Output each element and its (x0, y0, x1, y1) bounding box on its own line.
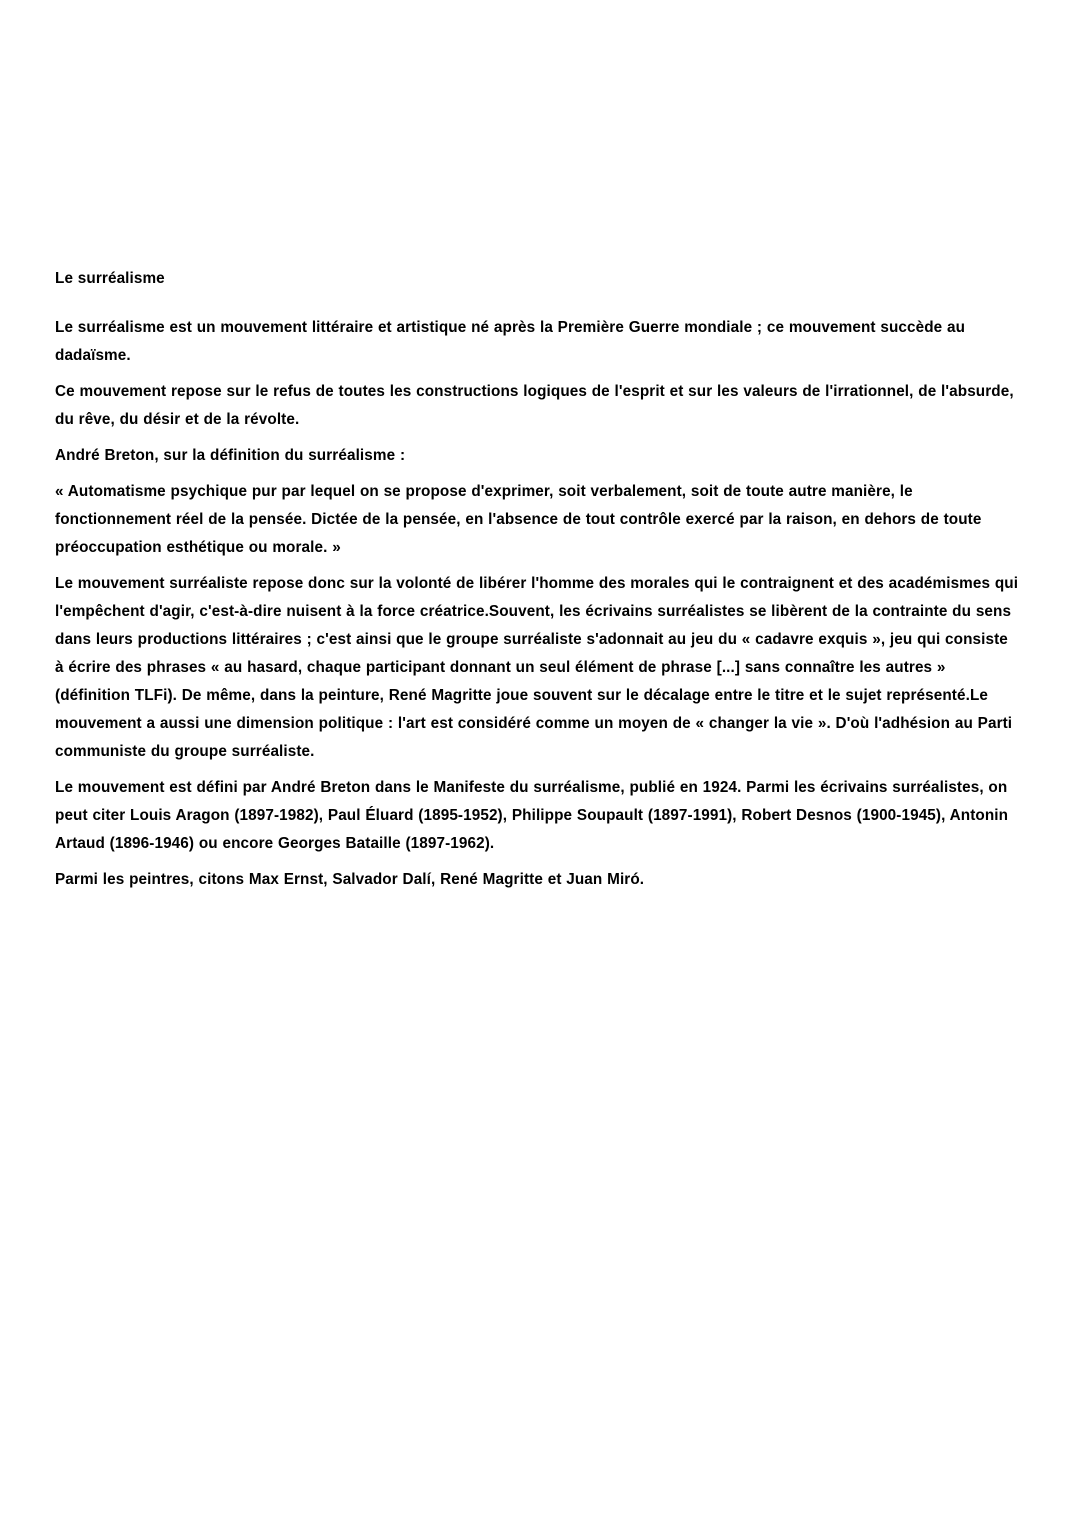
paragraph-4-breton-quote: « Automatisme psychique pur par lequel on se propose d'exprimer, soit verbalement, soit de toute autre manière, le fonctionnement réel de la pensée. Dictée de la pensée, en l'absence de tout contrôle exercé par la raison, en dehors de toute préoccupation esthétique ou morale. » (55, 482, 982, 556)
document-body (55, 265, 1020, 894)
paragraph-7: Parmi les peintres, citons Max Ernst, Salvador Dalí, René Magritte et Juan Miró. (55, 870, 645, 888)
paragraph-3: André Breton, sur la définition du surréalisme : (55, 446, 406, 464)
paragraph-1: Le surréalisme est un mouvement littéraire et artistique né après la Première Guerre mondiale ; ce mouvement succède au dadaïsme. (55, 318, 966, 364)
paragraph-6: Le mouvement est défini par André Breton dans le Manifeste du surréalisme, publié en 1924. Parmi les écrivains surréalistes, on peut citer Louis Aragon (1897-1982), Paul Éluard (1895-1952), Philippe Soupault (1897-1991), Robert Desnos (1900-1945), Antonin Artaud (1896-1946) ou encore Georges Bataille (1897-1962). (55, 778, 1009, 852)
paragraph-2: Ce mouvement repose sur le refus de toutes les constructions logiques de l'esprit et sur les valeurs de l'irrationnel, de l'absurde, du rêve, du désir et de la révolte. (55, 382, 1014, 428)
paragraph-5: Le mouvement surréaliste repose donc sur la volonté de libérer l'homme des morales qui le contraignent et des académismes qui l'empêchent d'agir, c'est-à-dire nuisent à la force créatrice.Souvent, les écrivains surréalistes se libèrent de la contrainte du sens dans leurs productions littéraires ; c'est ainsi que le groupe surréaliste s'adonnait au jeu du « cadavre exquis », jeu qui consiste à écrire des phrases « au hasard, chaque participant donnant un seul élément de phrase [...] sans connaître les autres » (définition TLFi). De même, dans la peinture, René Magritte joue souvent sur le décalage entre le titre et le sujet représenté.Le mouvement a aussi une dimension politique : l'art est considéré comme un moyen de « changer la vie ». D'où l'adhésion au Parti communiste du groupe surréaliste. (55, 574, 1019, 760)
document-title: Le surréalisme (55, 270, 165, 287)
